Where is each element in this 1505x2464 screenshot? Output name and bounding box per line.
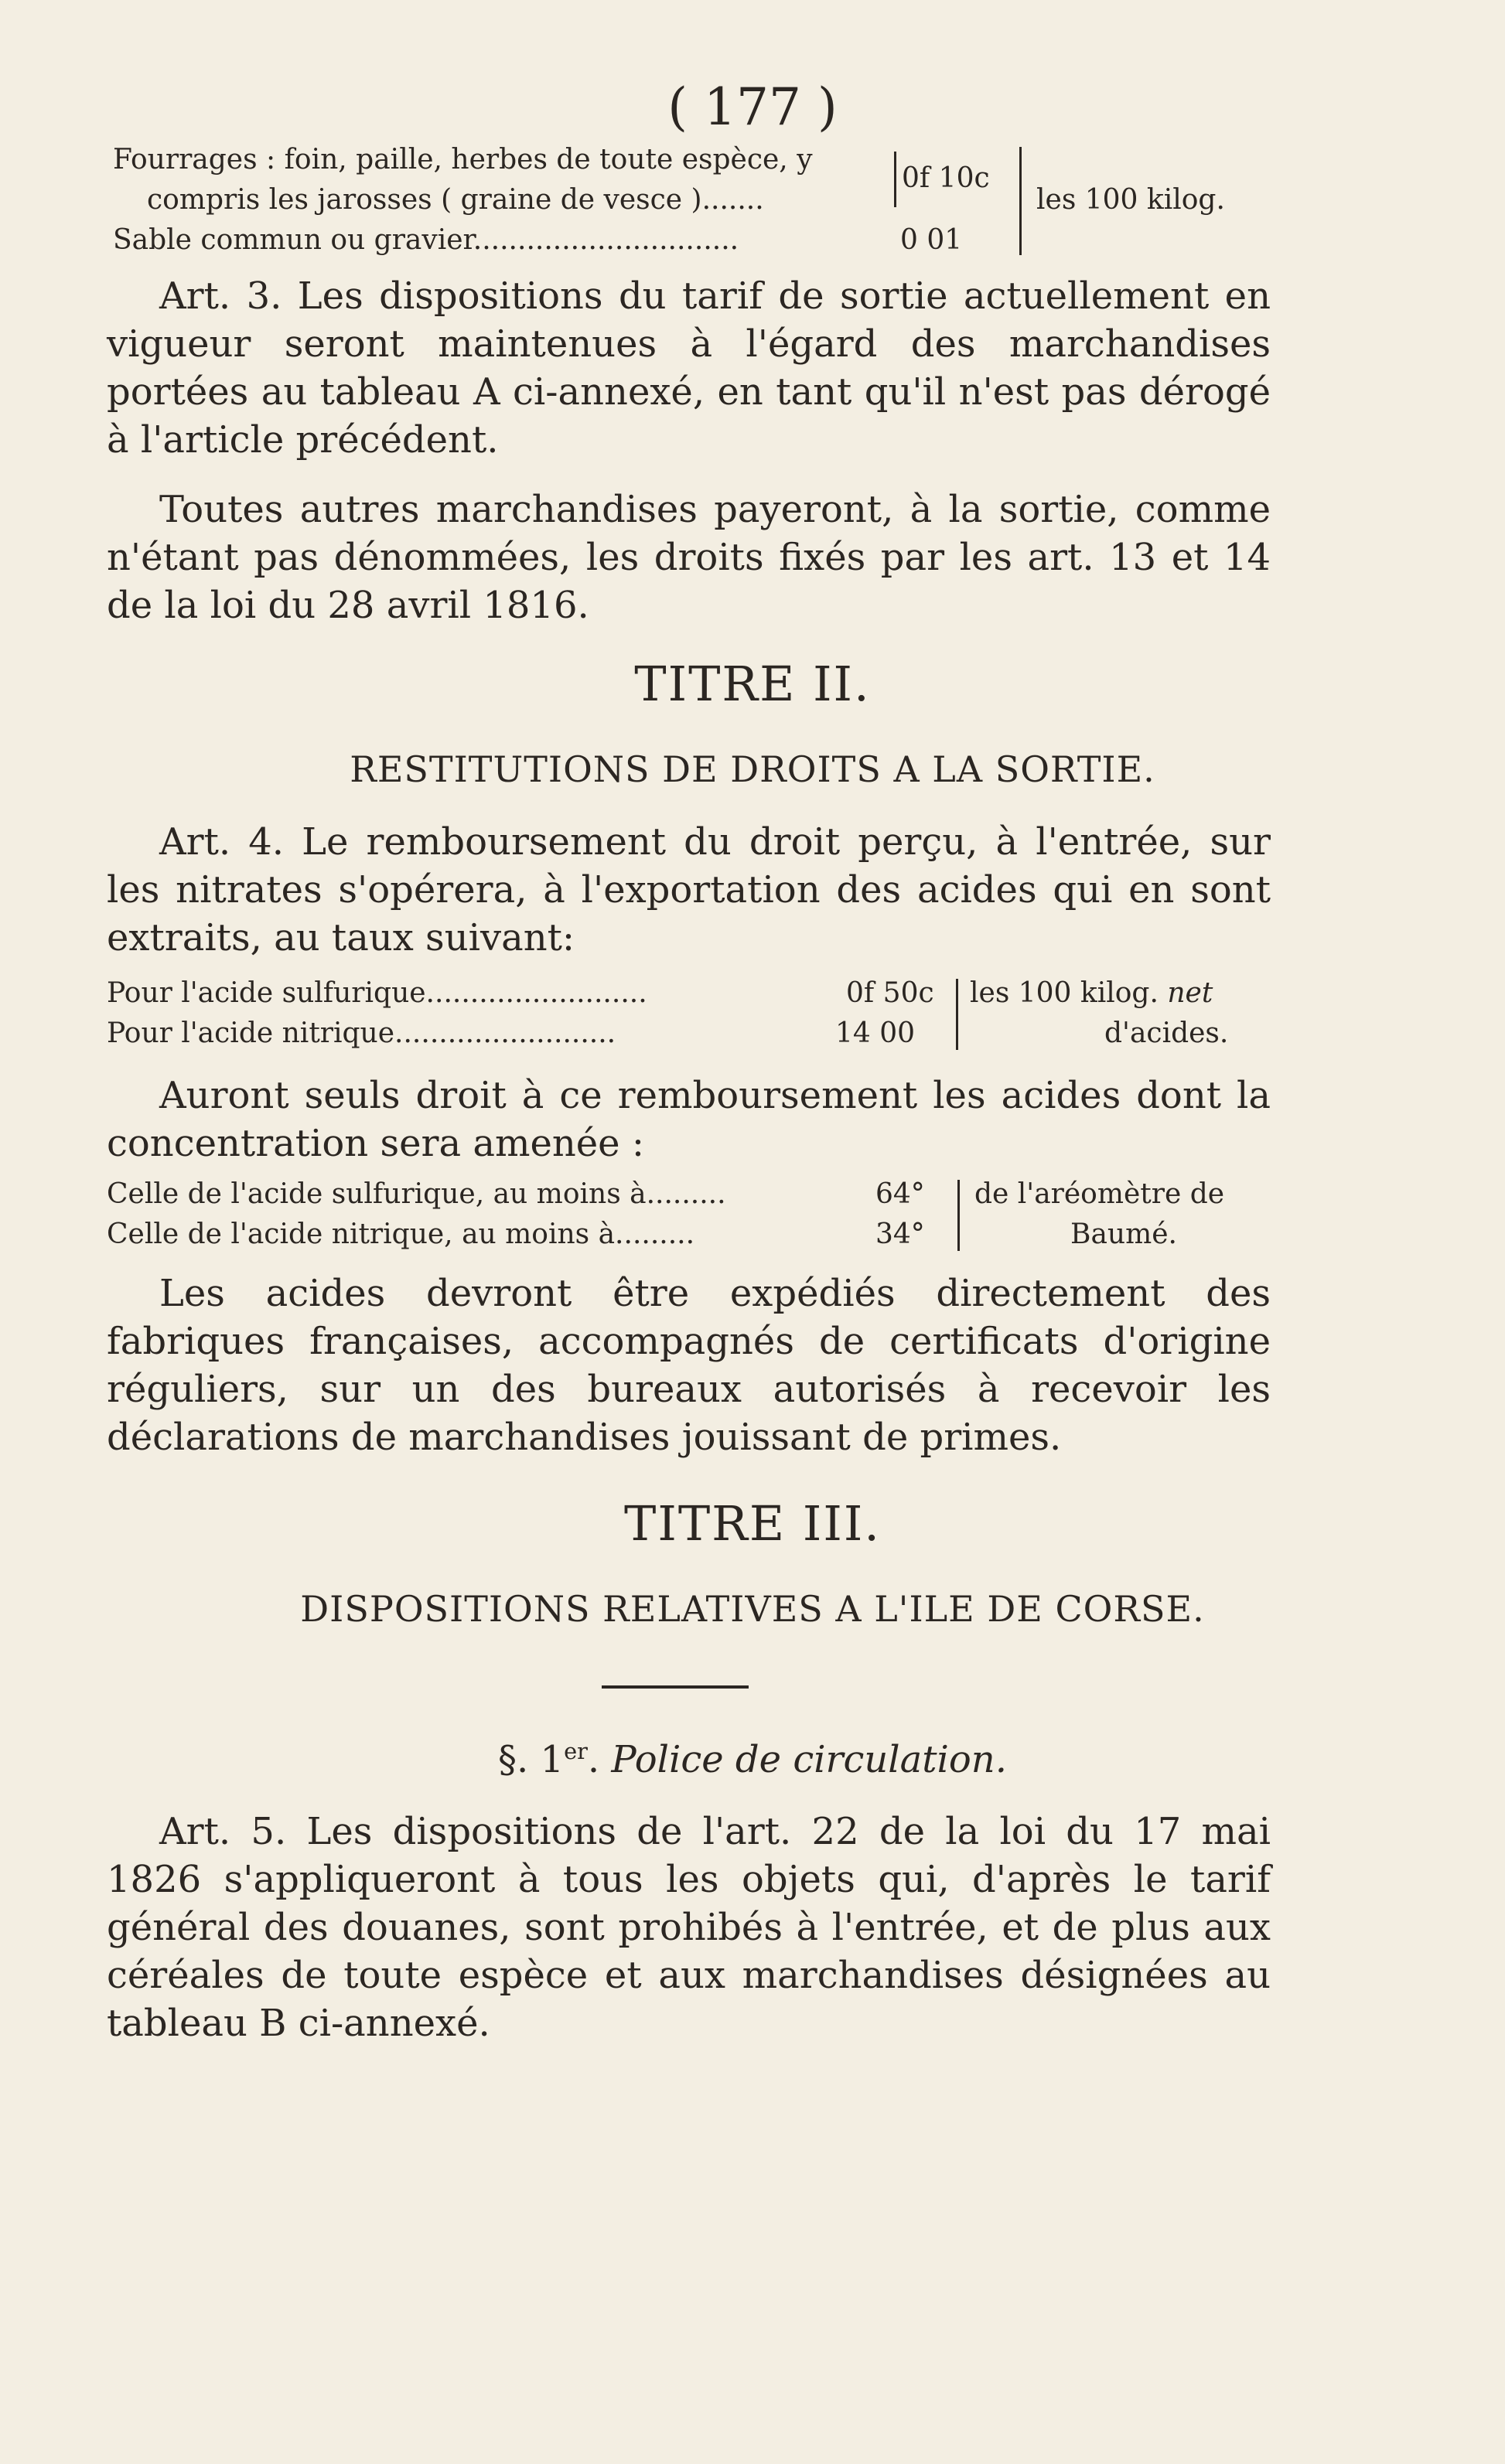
titre-3-subheading: DISPOSITIONS RELATIVES A L'ILE DE CORSE. bbox=[300, 1588, 1205, 1630]
concentration-sulfurique-label: Celle de l'acide sulfurique, au moins à......... bbox=[107, 1178, 726, 1210]
titre-3-heading: TITRE III. bbox=[623, 1495, 882, 1552]
concentration-brace bbox=[957, 1180, 964, 1251]
concentration-nitrique-value: 34° bbox=[875, 1218, 925, 1250]
acid-rate-unit-line2: d'acides. bbox=[1104, 1017, 1229, 1049]
article-3-paragraph-2: Toutes autres marchandises payeront, à la sortie, comme n'étant pas dénommées, les droits fixés par les art. 13 et 14 de la loi du 28 avril 1816. bbox=[107, 488, 1271, 627]
tarif-row-fourrages-line1: Fourrages : foin, paille, herbes de toute espèce, y bbox=[113, 144, 813, 176]
acid-rate-sulfurique-label: Pour l'acide sulfurique......................... bbox=[107, 977, 647, 1009]
page-number: ( 177 ) bbox=[667, 77, 838, 137]
section-divider bbox=[602, 1685, 749, 1689]
titre-2-subheading: RESTITUTIONS DE DROITS A LA SORTIE. bbox=[350, 748, 1155, 790]
concentration-nitrique-label: Celle de l'acide nitrique, au moins à......... bbox=[107, 1218, 695, 1250]
tarif-value-fourrages: 0f 10c bbox=[902, 162, 990, 194]
article-4-paragraph-3: Les acides devront être expédiés directement des fabriques françaises, accompagnés de certificats d'origine réguliers, sur un des bureaux autorisés à recevoir les déclarations de marchandises jouissant de primes. bbox=[107, 1272, 1271, 1459]
concentration-unit-line2: Baumé. bbox=[1070, 1218, 1177, 1250]
tarif-brace-right bbox=[1019, 147, 1028, 255]
concentration-sulfurique-value: 64° bbox=[875, 1178, 925, 1210]
acid-rate-nitrique-value: 14 00 bbox=[835, 1017, 916, 1049]
article-4-paragraph-2: Auront seuls droit à ce remboursement les acides dont la concentration sera amenée : bbox=[107, 1074, 1271, 1165]
acid-rate-brace bbox=[956, 979, 963, 1050]
tarif-row-sable: Sable commun ou gravier.............................. bbox=[113, 224, 739, 256]
acid-rate-nitrique-label: Pour l'acide nitrique......................... bbox=[107, 1017, 616, 1049]
acid-rate-unit-line1: les 100 kilog. net bbox=[970, 977, 1213, 1009]
tarif-value-sable: 0 01 bbox=[900, 224, 963, 256]
tarif-unit: les 100 kilog. bbox=[1036, 184, 1225, 216]
article-5-paragraph-1: Art. 5. Les dispositions de l'art. 22 de la loi du 17 mai 1826 s'appliqueront à tous les objets qui, d'après le tarif général des douanes, sont prohibés à l'entrée, et de plus aux céréales de toute espèce et aux marchandises désignées au tableau B ci-annexé. bbox=[107, 1810, 1271, 2045]
article-4-paragraph-1: Art. 4. Le remboursement du droit perçu, à l'entrée, sur les nitrates s'opérera, à l'exportation des acides qui en sont extraits, au taux suivant: bbox=[107, 820, 1271, 959]
tarif-row-fourrages-line2: compris les jarosses ( graine de vesce )....... bbox=[147, 184, 764, 216]
concentration-unit-line1: de l'aréomètre de bbox=[974, 1178, 1225, 1210]
acid-rate-sulfurique-value: 0f 50c bbox=[846, 977, 934, 1009]
article-3-paragraph-1: Art. 3. Les dispositions du tarif de sortie actuellement en vigueur seront maintenues à l'égard des marchandises portées au tableau A ci-annexé, en tant qu'il n'est pas dérogé à l'article précédent. bbox=[107, 274, 1271, 462]
section-1-heading: §. 1er. Police de circulation. bbox=[498, 1738, 1007, 1781]
titre-2-heading: TITRE II. bbox=[634, 656, 871, 712]
tarif-brace-left bbox=[888, 152, 896, 207]
